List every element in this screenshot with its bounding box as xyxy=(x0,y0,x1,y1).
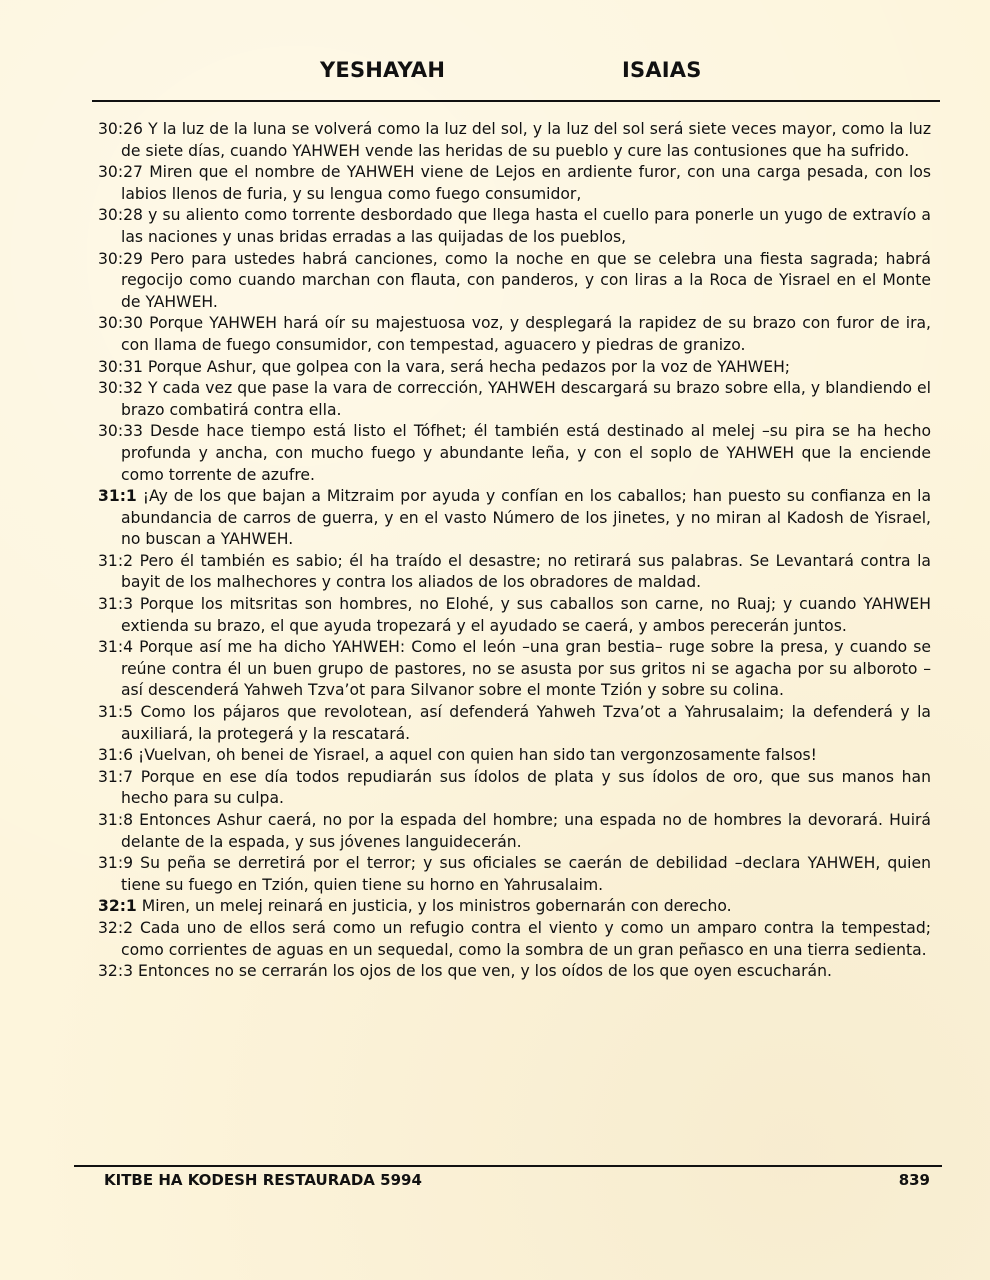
verse-reference: 31:8 xyxy=(98,811,134,829)
verse xyxy=(98,119,931,162)
header-book-name-hebrew: YESHAYAH xyxy=(320,58,446,82)
verse xyxy=(98,594,931,637)
verse-text: Pero él también es sabio; él ha traído el desastre; no retirará sus palabras. Se Levantará contra la bayit de los malhechores y contra los aliados de los obradores de maldad. xyxy=(121,551,931,592)
verse xyxy=(98,486,931,551)
running-footer xyxy=(104,1171,930,1193)
header-book-name-spanish: ISAIAS xyxy=(622,58,702,82)
verse-text: Desde hace tiempo está listo el Tófhet; él también está destinado al melej –su pira se ha hecho profunda y ancha, con mucho fuego y abundante leña, y con el soplo de YAHWEH que la enciende como torrente de azufre. xyxy=(121,422,931,484)
verse xyxy=(98,961,931,983)
verse-text: Porque Ashur, que golpea con la vara, será hecha pedazos por la voz de YAHWEH; xyxy=(147,357,791,376)
verse-reference: 30:32 xyxy=(98,379,143,398)
verse-reference: 31:9 xyxy=(98,854,134,873)
verse-text: Su peña se derretirá por el terror; y sus oficiales se caerán de debilidad –declara YAHWEH, quien tiene su fuego en Tzión, quien tiene su horno en Yahrusalaim. xyxy=(121,854,931,894)
verse-text: Y la luz de la luna se volverá como la luz del sol, y la luz del sol será siete veces mayor, como la luz de siete días, cuando YAHWEH vende las heridas de su pueblo y cure las contusiones que ha sufrido. xyxy=(121,120,931,160)
page-number: 839 xyxy=(898,1171,930,1189)
verse-reference: 32:2 xyxy=(98,918,134,937)
verse-text: Pero para ustedes habrá canciones, como la noche en que se celebra una fiesta sagrada; habrá regocijo como cuando marchan con flauta, con panderos, y con liras a la Roca de Yisrael en el Monte de YAHWEH. xyxy=(121,249,931,311)
verse-reference: 30:26 xyxy=(98,120,143,138)
verse-text: Porque así me ha dicho YAHWEH: Como el león –una gran bestia– ruge sobre la presa, y cuando se reúne contra él un buen grupo de pastores, no se asusta por sus gritos ni se agacha por su alboroto –así descenderá Yahweh Tzva’ot para Silvanor sobre el monte Tzión y sobre su colina. xyxy=(121,638,931,700)
footer-divider xyxy=(74,1165,942,1167)
verse-text: Miren, un melej reinará en justicia, y los ministros gobernarán con derecho. xyxy=(141,897,732,916)
verse xyxy=(98,702,931,745)
verse-reference: 30:28 xyxy=(98,206,143,225)
verse-reference: 31:5 xyxy=(98,703,134,722)
running-header xyxy=(0,58,990,92)
verse-reference: 31:6 xyxy=(98,746,134,765)
verse xyxy=(98,767,931,810)
verse-reference: 31:1 xyxy=(98,487,137,506)
verse-reference: 30:27 xyxy=(98,163,143,182)
verse-text: Porque los mitsritas son hombres, no Elohé, y sus caballos son carne, no Ruaj; y cuando YAHWEH extienda su brazo, el que ayuda tropezará y el ayudado se caerá, y ambos perecerán juntos. xyxy=(121,595,931,635)
verse-column xyxy=(98,119,931,983)
verse xyxy=(98,162,931,205)
verse xyxy=(98,745,931,767)
verse xyxy=(98,249,931,314)
verse-text: Miren que el nombre de YAHWEH viene de Lejos en ardiente furor, con una carga pesada, con los labios llenos de furia, y su lengua como fuego consumidor, xyxy=(121,163,931,203)
verse-text: Entonces no se cerrarán los ojos de los que ven, y los oídos de los que oyen escucharán. xyxy=(138,962,832,981)
verse-text: Cada uno de ellos será como un refugio contra el viento y como un amparo contra la tempestad; como corrientes de aguas en un sequedal, como la sombra de un gran peñasco en una tierra sedienta. xyxy=(121,918,931,959)
verse-reference: 30:30 xyxy=(98,314,143,333)
verse-reference: 32:3 xyxy=(98,962,134,981)
verse xyxy=(98,918,931,961)
verse xyxy=(98,357,931,379)
footer-edition-title: KITBE HA KODESH RESTAURADA 5994 xyxy=(104,1171,422,1189)
header-divider xyxy=(92,100,940,102)
verse xyxy=(98,896,931,918)
verse xyxy=(98,551,931,594)
verse-reference: 30:33 xyxy=(98,422,143,441)
verse-text: y su aliento como torrente desbordado que llega hasta el cuello para ponerle un yugo de extravío a las naciones y unas bridas erradas a las quijadas de los pueblos, xyxy=(121,206,931,246)
verse xyxy=(98,313,931,356)
verse-text: Porque YAHWEH hará oír su majestuosa voz, y desplegará la rapidez de su brazo con furor de ira, con llama de fuego consumidor, con tempestad, aguacero y piedras de granizo. xyxy=(121,314,931,354)
verse xyxy=(98,205,931,248)
verse-reference: 32:1 xyxy=(98,897,137,916)
verse-reference: 30:29 xyxy=(98,249,143,268)
verse-reference: 30:31 xyxy=(98,357,143,376)
verse-reference: 31:4 xyxy=(98,638,134,657)
verse-text: Y cada vez que pase la vara de corrección, YAHWEH descargará su brazo sobre ella, y blandiendo el brazo combatirá contra ella. xyxy=(121,379,931,419)
verse-text: ¡Ay de los que bajan a Mitzraim por ayuda y confían en los caballos; han puesto su confianza en la abundancia de carros de guerra, y en el vasto Número de los jinetes, y no miran al Kadosh de Yisrael, no buscan a YAHWEH. xyxy=(121,487,931,549)
verse-text: Como los pájaros que revolotean, así defenderá Yahweh Tzva’ot a Yahrusalaim; la defenderá y la auxiliará, la protegerá y la rescatará. xyxy=(121,703,931,743)
verse-reference: 31:3 xyxy=(98,595,134,614)
verse-text: ¡Vuelvan, oh benei de Yisrael, a aquel con quien han sido tan vergonzosamente falsos! xyxy=(138,746,817,765)
verse xyxy=(98,378,931,421)
verse xyxy=(98,810,931,853)
verse xyxy=(98,853,931,896)
verse xyxy=(98,421,931,486)
verse-text: Porque en ese día todos repudiarán sus ídolos de plata y sus ídolos de oro, que sus manos han hecho para su culpa. xyxy=(121,767,931,808)
verse-text: Entonces Ashur caerá, no por la espada del hombre; una espada no de hombres la devorará. Huirá delante de la espada, y sus jóvenes languidecerán. xyxy=(121,811,931,851)
verse-reference: 31:7 xyxy=(98,767,134,786)
verse-reference: 31:2 xyxy=(98,551,134,570)
verse xyxy=(98,637,931,702)
